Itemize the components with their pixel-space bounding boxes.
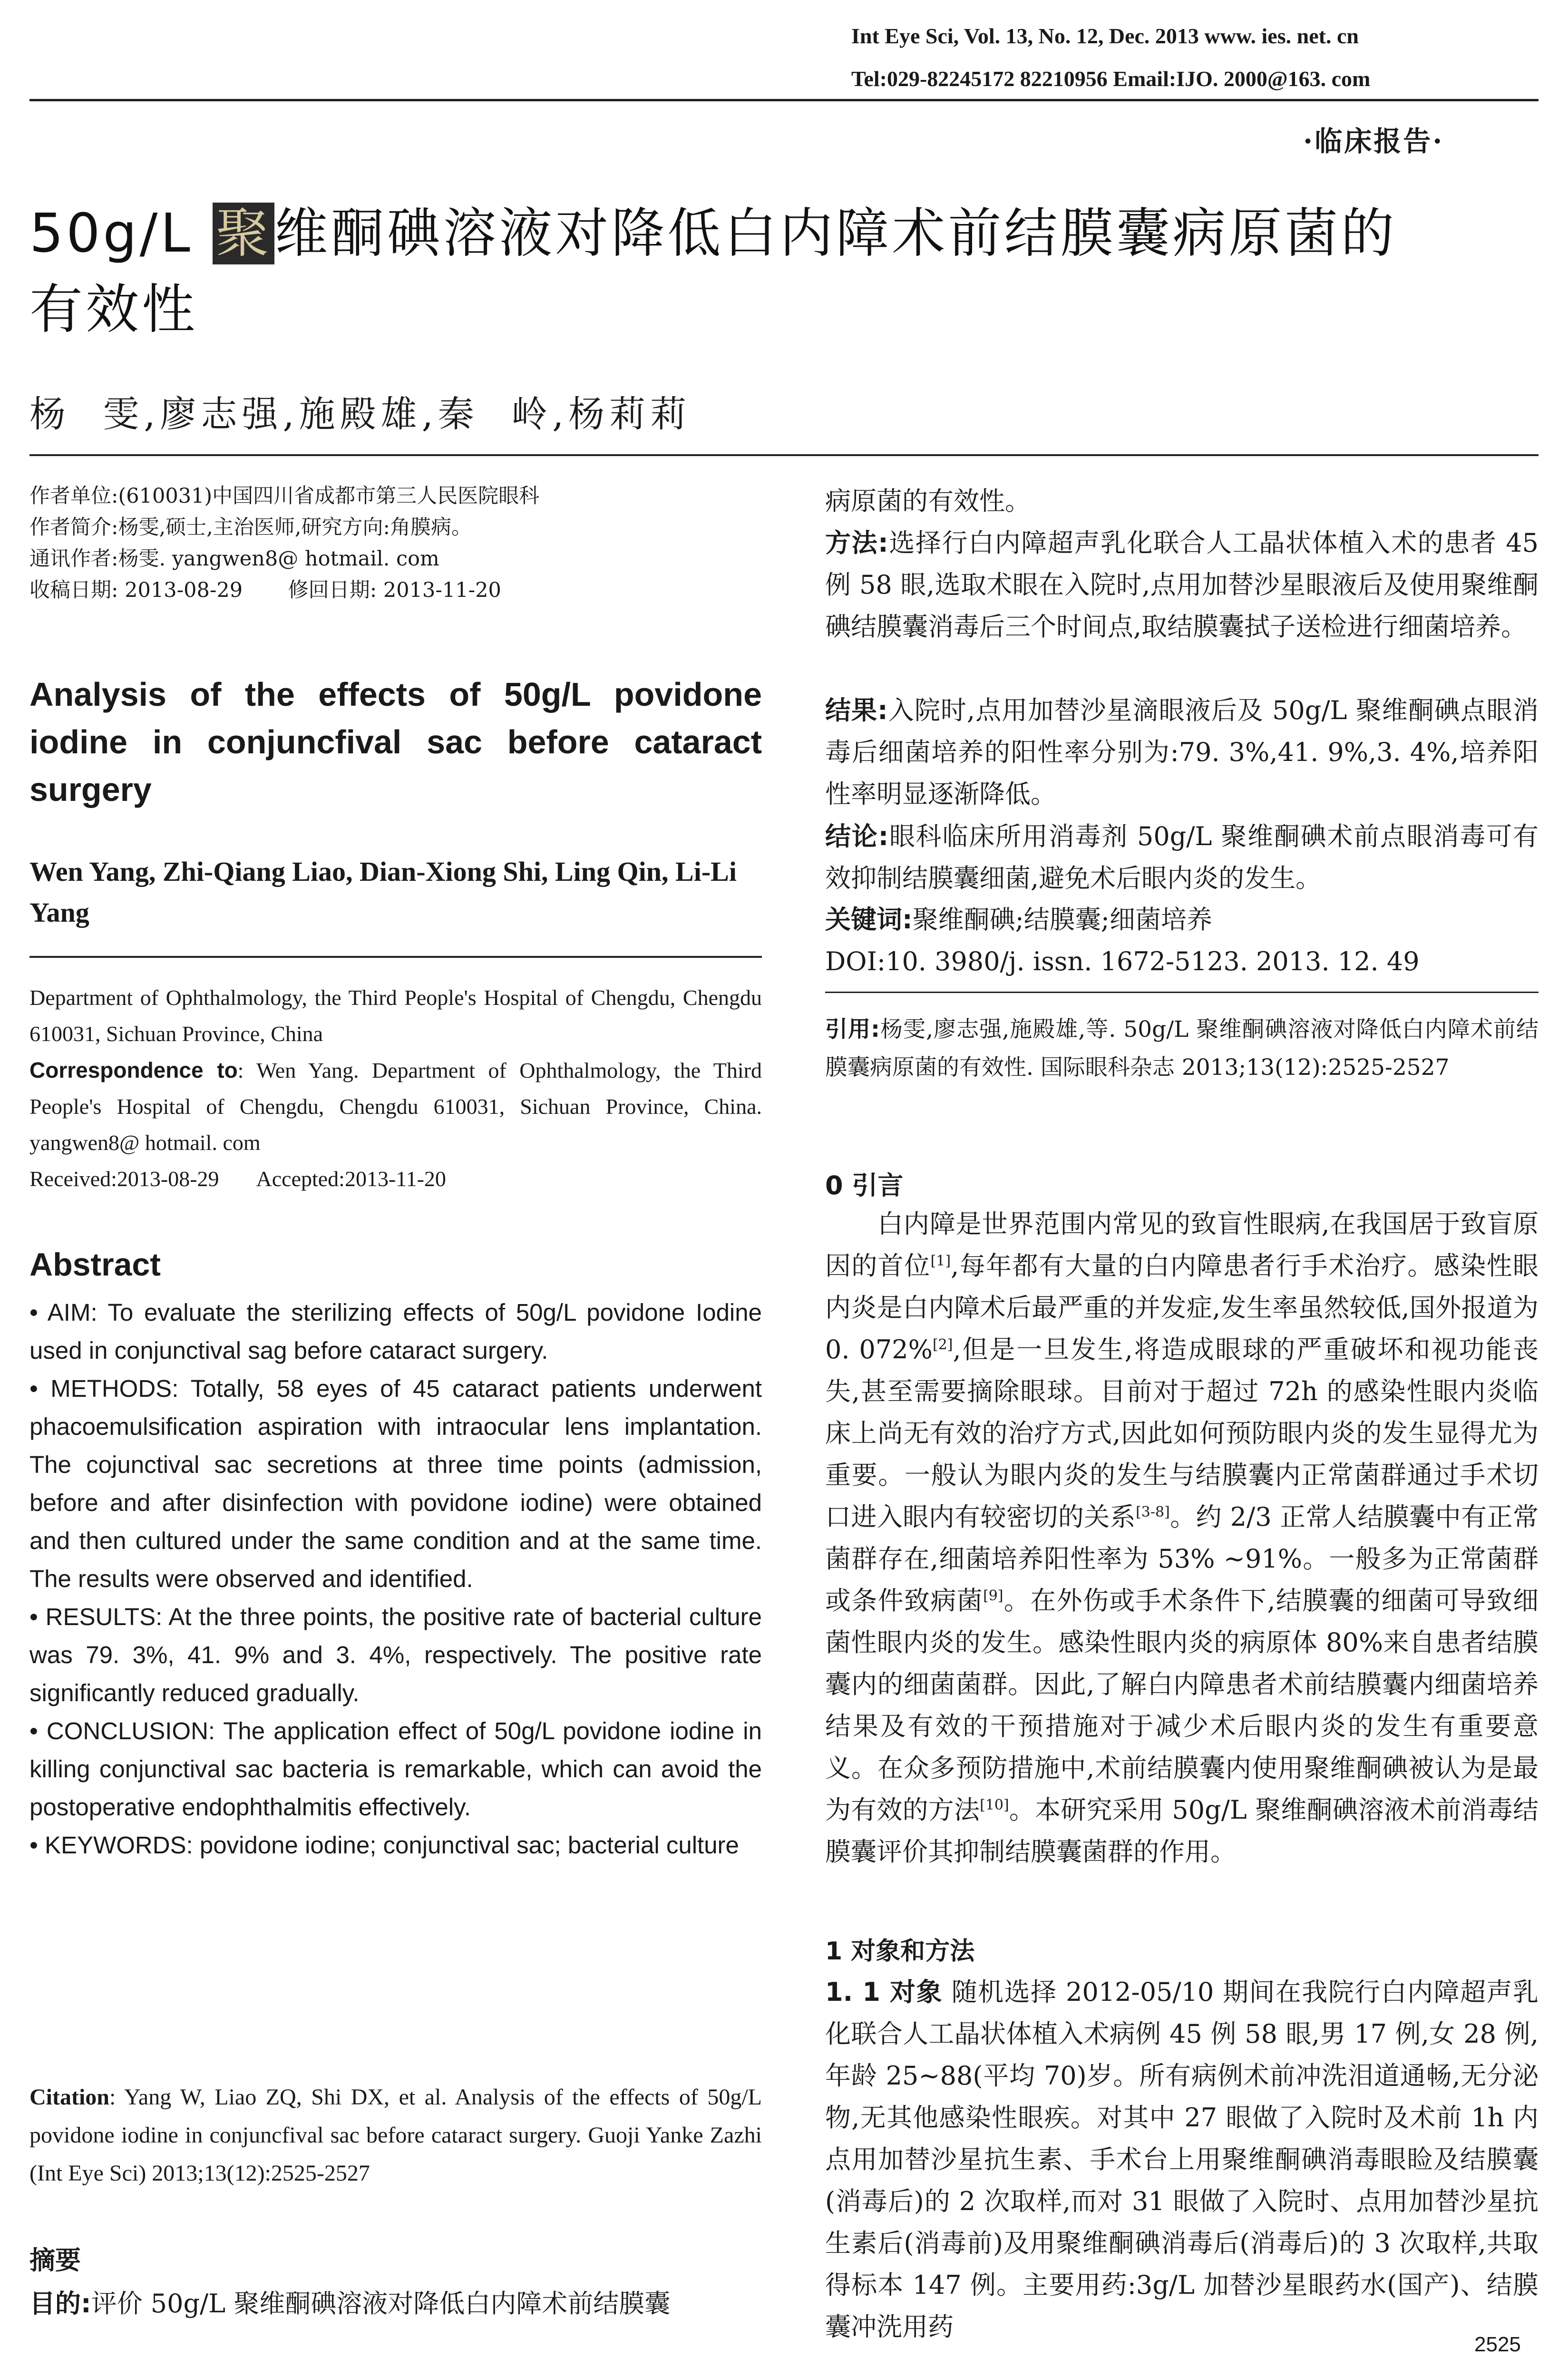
affiliation-dept: Department of Ophthalmology, the Third People's Hospital of Chengdu, Chengdu 610031, Sichuan Province, China — [29, 985, 762, 1046]
summary-goal-label: 目的: — [29, 2289, 91, 2319]
abstract-methods: • METHODS: Totally, 58 eyes of 45 cataract patients underwent phacoemulsification aspiration with intraocular lens implantation. The cojunctival sac secretions at three time points (admission, before and after disinfection with povidone iodine) were obtained and then cultured under the same condition and at the same time. The results were observed and identified. — [29, 1375, 762, 1592]
corresponding-author-cn: 通讯作者:杨雯. yangwen8@ hotmail. com — [29, 547, 439, 571]
header-rule — [29, 99, 1539, 101]
affiliation-block — [29, 980, 762, 1197]
correspondence-text: : Wen Yang. Department of Ophthalmology, the Third People's Hospital of Chengdu, Chengdu 610031, Sichuan Province, China. yangwen8@ hotmail. com — [29, 1058, 762, 1155]
abstract-aim: • AIM: To evaluate the sterilizing effects of 50g/L povidone Iodine used in conjunctival sag before cataract surgery. — [29, 1299, 762, 1364]
journal-header-line2: Tel:029-82245172 82210956 Email:IJO. 2000@163. com — [851, 67, 1371, 91]
summary-keywords-label: 关键词: — [825, 905, 913, 935]
ref-3-8: [3-8] — [1136, 1504, 1170, 1520]
author-profile-cn: 作者简介:杨雯,硕士,主治医师,研究方向:角膜病。 — [29, 516, 472, 539]
ref-10: [10] — [980, 1797, 1009, 1813]
english-authors: Wen Yang, Zhi-Qiang Liao, Dian-Xiong Shi, Ling Qin, Li-Li Yang — [29, 856, 737, 928]
intro-paragraph — [825, 1203, 1539, 1873]
title-rest: 维酮碘溶液对降低白内障术前结膜囊病原菌的 — [274, 203, 1397, 264]
ref-2: [2] — [932, 1336, 953, 1353]
intro-text-1: 白内障是世界范围内常见的致盲性眼病,在我国居于致盲原因的首位 — [825, 1209, 1539, 1281]
author-info — [29, 480, 762, 606]
methods-subjects-label: 1. 1 对象 — [825, 1977, 943, 2007]
summary-goal-text-part: 评价 50g/L 聚维酮碘溶液对降低白内障术前结膜囊 — [91, 2289, 671, 2319]
intro-text-5: 。在外伤或手术条件下,结膜囊的细菌可导致细菌性眼内炎的发生。感染性眼内炎的病原体 80%来自患者结膜囊内的细菌菌群。因此,了解白内障患者术前结膜囊内细菌培养结果及有效的干预措施对于减少术后眼内炎的发生有重要意义。在众多预防措施中,术前结膜囊内使用聚维酮碘被认为是最为有效的方法 — [825, 1586, 1539, 1825]
summary-conclusion-label: 结论: — [825, 821, 889, 851]
abstract-conclusion: • CONCLUSION: The application effect of 50g/L povidone iodine in killing conjunctival sac bacteria is remarkable, which can avoid the postoperative endophthalmitis effectively. — [29, 1717, 762, 1821]
received-dates-cn: 收稿日期: 2013-08-29 修回日期: 2013-11-20 — [29, 578, 501, 602]
page-title — [29, 200, 1542, 267]
abstract-body — [29, 1294, 762, 1864]
summary-conclusion — [825, 816, 1539, 899]
summary-goal-continued: 病原菌的有效性。 — [825, 486, 1031, 516]
summary-method-text: 选择行白内障超声乳化联合人工晶状体植入术的患者 45 例 58 眼,选取术眼在入院时,点用加替沙星眼液后及使用聚维酮碘结膜囊消毒后三个时间点,取结膜囊拭子送检进行细菌培养。 — [825, 528, 1539, 642]
summary-method-label: 方法: — [825, 528, 888, 558]
summary-method — [825, 522, 1539, 648]
abstract-results: • RESULTS: At the three points, the positive rate of bacterial culture was 79. 3%, 41. 9% and 3. 4%, respectively. The positive rate significantly reduced gradually. — [29, 1603, 762, 1706]
summary-keywords — [825, 899, 1539, 941]
summary-result-label: 结果: — [825, 695, 888, 725]
abstract-heading: Abstract — [29, 1247, 161, 1283]
summary-result-text: 入院时,点用加替沙星滴眼液后及 50g/L 聚维酮碘点眼消毒后细菌培养的阳性率分别为:79. 3%,41. 9%,3. 4%,培养阳性率明显逐渐降低。 — [825, 695, 1539, 809]
title-rule — [29, 454, 1539, 456]
abstract-keywords: • KEYWORDS: povidone iodine; conjunctival sac; bacterial culture — [29, 1831, 739, 1859]
citation-en-label: Citation — [29, 2085, 109, 2110]
english-title: Analysis of the effects of 50g/L povidone iodine in conjuncfival sac before cataract surgery — [29, 676, 762, 808]
intro-heading: 0 引言 — [825, 1170, 904, 1200]
methods-subjects — [825, 1971, 1539, 2348]
affiliation-rule — [29, 956, 762, 958]
intro-text-3: ,但是一旦发生,将造成眼球的严重破坏和视功能丧失,甚至需要摘除眼球。目前对于超过 72h 的感染性眼内炎临床上尚无有效的治疗方式,因此如何预防眼内炎的发生显得尤为重要。一般认为眼内炎的发生与结膜囊内正常菌群通过手术切口进入眼内有较密切的关系 — [825, 1335, 1539, 1532]
section-label: ·临床报告· — [1303, 125, 1444, 157]
author-affiliation-cn: 作者单位:(610031)中国四川省成都市第三人民医院眼科 — [29, 484, 540, 508]
citation-cn-text: 杨雯,廖志强,施殿雄,等. 50g/L 聚维酮碘溶液对降低白内障术前结膜囊病原菌的有效性. 国际眼科杂志 2013;13(12):2525-2527 — [825, 1016, 1539, 1081]
summary-keywords-text: 聚维酮碘;结膜囊;细菌培养 — [912, 905, 1212, 935]
title-highlight: 聚 — [213, 203, 274, 264]
intro-text-4: 。约 2/3 正常人结膜囊中有正常菌群存在,细菌培养阳性率为 53% ~91%。一般多为正常菌群或条件致病菌 — [825, 1502, 1539, 1616]
summary-heading-cn: 摘要 — [29, 2245, 81, 2275]
page-title-line2: 有效性 — [29, 279, 198, 341]
citation-cn — [825, 1011, 1539, 1087]
citation-en — [29, 2078, 762, 2192]
methods-subjects-text: 随机选择 2012-05/10 期间在我院行白内障超声乳化联合人工晶状体植入术病例 45 例 58 眼,男 17 例,女 28 例,年龄 25~88(平均 70)岁。所有病例术前冲洗泪道通畅,无分泌物,无其他感染性眼疾。对其中 27 眼做了入院时及术前 1h 内点用加替沙星抗生素、手术台上用聚维酮碘消毒眼睑及结膜囊(消毒后)的 2 次取样,而对 31 眼做了入院时、点用加替沙星抗生素后(消毒前)及用聚维酮碘消毒后(消毒后)的 3 次取样,共取得标本 147 例。主要用药:3g/L 加替沙星眼药水(国产)、结膜囊冲洗用药 — [825, 1977, 1539, 2342]
authors-cn: 杨 雯,廖志强,施殿雄,秦 岭,杨莉莉 — [29, 393, 691, 435]
citation-en-text: : Yang W, Liao ZQ, Shi DX, et al. Analysis of the effects of 50g/L povidone iodine in conjuncfival sac before cataract surgery. Guoji Yanke Zazhi (Int Eye Sci) 2013;13(12):2525-2527 — [29, 2085, 762, 2186]
summary-result — [825, 690, 1539, 815]
doi-rule — [825, 992, 1539, 993]
received-accepted: Received:2013-08-29 Accepted:2013-11-20 — [29, 1167, 446, 1191]
page-number: 2525 — [1474, 2333, 1521, 2356]
title-prefix: 50g/L — [29, 203, 213, 264]
intro-text-2: ,每年都有大量的白内障患者行手术治疗。感染性眼内炎是白内障术后最严重的并发症,发生率虽然较低,国外报道为 0. 072% — [825, 1251, 1539, 1364]
summary-goal-start — [29, 2283, 762, 2325]
ref-1: [1] — [930, 1253, 951, 1269]
summary-conclusion-text: 眼科临床所用消毒剂 50g/L 聚维酮碘术前点眼消毒可有效抑制结膜囊细菌,避免术后眼内炎的发生。 — [825, 821, 1539, 893]
citation-cn-label: 引用: — [825, 1016, 880, 1042]
methods-heading: 1 对象和方法 — [825, 1937, 975, 1966]
doi: DOI:10. 3980/j. issn. 1672-5123. 2013. 12. 49 — [825, 946, 1420, 976]
ref-9: [9] — [983, 1588, 1003, 1604]
journal-header-line1: Int Eye Sci, Vol. 13, No. 12, Dec. 2013 www. ies. net. cn — [851, 24, 1359, 48]
correspondence-label: Correspondence to — [29, 1058, 238, 1082]
correspondence — [29, 1052, 762, 1161]
intro-text-6: 。本研究采用 50g/L 聚维酮碘溶液术前消毒结膜囊评价其抑制结膜囊菌群的作用。 — [825, 1795, 1539, 1867]
